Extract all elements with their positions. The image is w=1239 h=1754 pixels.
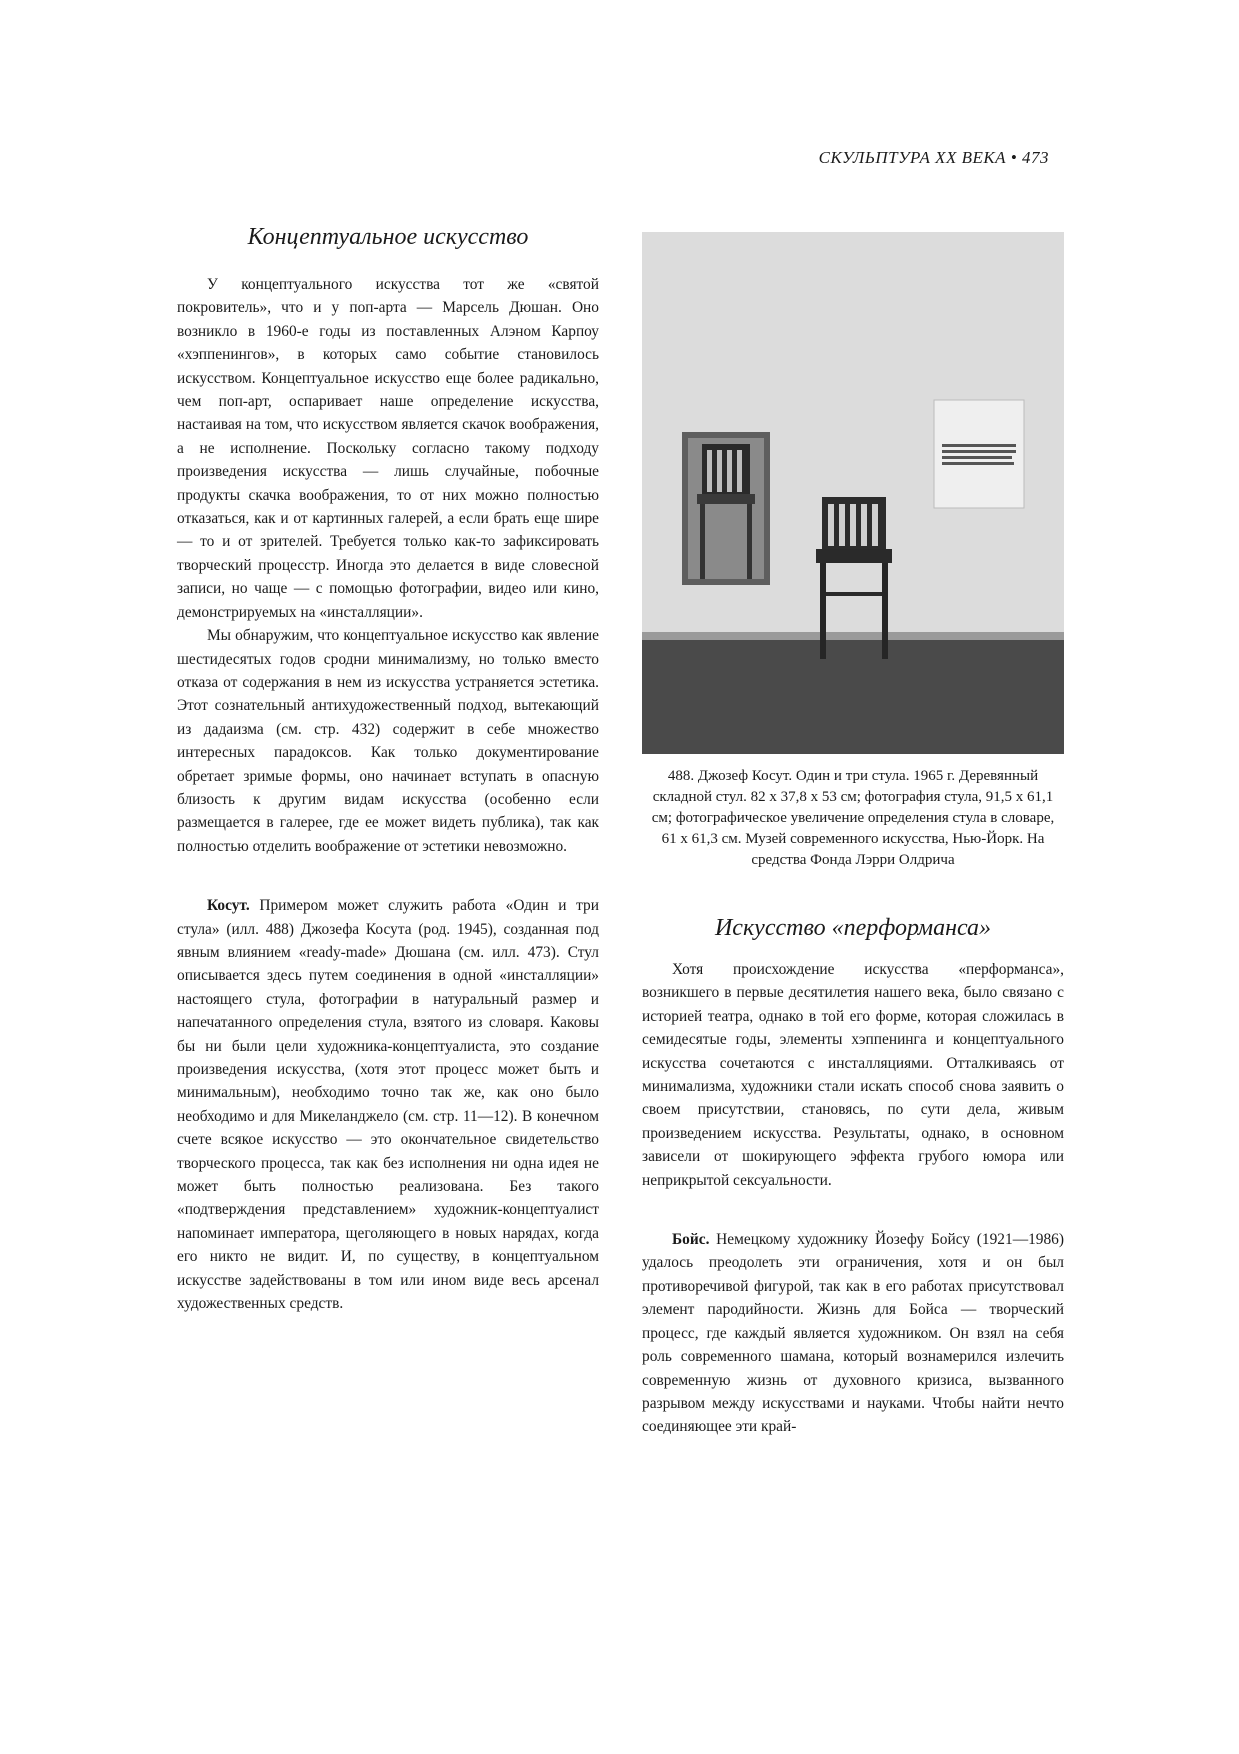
paragraph: Хотя происхождение искусства «перформанса», возникшего в первые десятилетия нашего века, было связано с историей театра, однако в той его форме, которая сложилась в семидесятые годы, элементы хэппенинга и концептуального искусства сочетаются с инсталляциями. Отталкиваясь от минимализма, художники стали искать способ снова заявить о своем присутствии, становясь, по сути дела, живым произведением искусства. Результаты, однако, в основном зависели от шокирующего эффекта грубого юмора или неприкрытой сексуальности. <box>642 961 1064 1189</box>
figure-caption: 488. Джозеф Косут. Один и три стула. 1965 г. Деревянный складной стул. 82 х 37,8 х 53 см; фотография стула, 91,5 х 61,1 см; фотографическое увеличение определения стула в словаре, 61 х 61,3 см. Музей современного искусства, Нью-Йорк. На средства Фонда Лэрри Олдрича <box>651 768 1055 868</box>
paragraph: Мы обнаружим, что концептуальное искусство как явление шестидесятых годов сродни минимализму, но только вместо отказа от содержания в нем из искусства устраняется эстетика. Этот сознательный антихудожественный подход, вытекающий из дадаизма (см. стр. 432) содержит в себе множество интересных парадоксов. Как только документирование обретает зримые формы, оно начинает вступать в опасную близость к другим видам искусства (особенно если размещается в галерее, где ее может видеть публика), так как полностью отделить воображение от эстетики невозможно. <box>177 627 599 855</box>
paragraph-text: Немецкому художнику Йозефу Бойсу (1921—1986) удалось преодолеть эти ограничения, хотя и он был противоречивой фигурой, так как в его работах присутствовал элемент пародийности. Жизнь для Бойса — творческий процесс, где каждый является художником. Он взял на себя роль современного шамана, который вознамерился излечить современную жизнь от духовного кризиса, вызванного разрывом между искусствами и науками. Чтобы найти нечто соединяющее эти край- <box>642 1231 1064 1436</box>
paragraph <box>642 1228 1064 1439</box>
paragraph-text: Примером может служить работа «Один и три стула» (илл. 488) Джозефа Косута (род. 1945), созданная под явным влиянием «ready-made» Дюшана (см. илл. 473). Стул описывается здесь путем соединения в одной «инсталляции» настоящего стула, фотографии в натуральный размер и напечатанного определения стула, взятого из словаря. Каковы бы ни были цели художника-концептуалиста, это создание произведения искусства, (хотя этот процесс может быть и минимальным), необходимо точно так же, как оно было необходимо и для Микеланджело (см. стр. 11—12). В конечном счете всякое искусство — это окончательное свидетельство творческого процесса, так как без исполнения ни одна идея не может быть полностью реализована. Без такого «подтверждения представлением» художник-концептуалист напоминает императора, щеголяющего в новых нарядах, когда его никто не видит. И, по существу, в концептуальном искусстве задействованы в том или ином виде весь арсенал художественных средств. <box>177 897 599 1313</box>
paragraph: У концептуального искусства тот же «святой покровитель», что и у поп-арта — Марсель Дюшан. Оно возникло в 1960-е годы из поставленных Алэном Карпоу «хэппенингов», в которых само событие становилось искусством. Концептуальное искусство еще более радикально, чем поп-арт, оспаривает наше определение искусства, настаивая на том, что искусством является скачок воображения, а не исполнение. Поскольку согласно такому подходу произведения искусства — лишь случайные, побочные продукты скачка воображения, то от них можно полностью отказаться, как и от картинных галерей, а если брать еще шире — то и от зрителей. Требуется только как-то зафиксировать творческий процесстр. Иногда это делается в виде словесной записи, но чаще — с помощью фотографии, видео или кино, демонстрируемых на «инсталляции». <box>177 276 599 621</box>
section-heading-conceptual-art: Концептуальное искусство <box>247 224 529 250</box>
paragraph <box>177 894 599 1315</box>
paragraph-lead: Бойс. <box>672 1231 710 1249</box>
left-column <box>177 224 599 1315</box>
section-heading-performance: Искусство «перформанса» <box>714 915 992 941</box>
running-head: СКУЛЬПТУРА XX ВЕКА • 473 <box>818 148 1049 167</box>
paragraph-lead: Косут. <box>207 897 250 915</box>
right-column <box>642 224 1064 1439</box>
chair-installation-photo <box>642 232 1064 754</box>
figure-illustration-488 <box>642 232 1064 754</box>
